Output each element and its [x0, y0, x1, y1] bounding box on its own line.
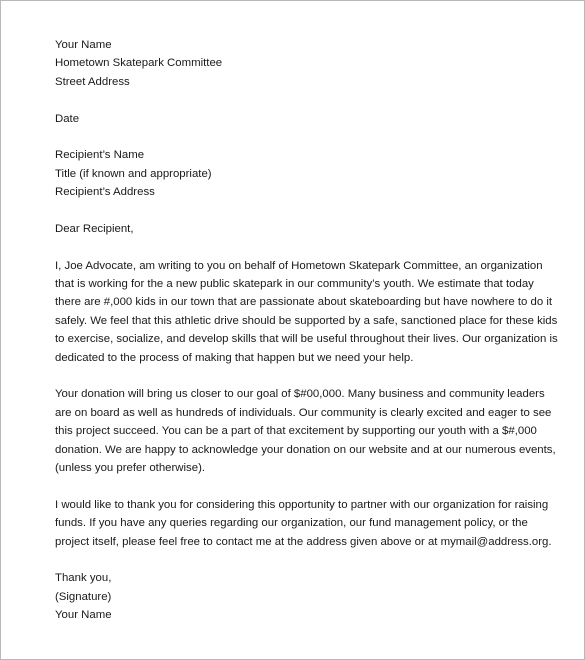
paragraph-line: there are #,000 kids in our town that are passionate about skateboarding but have nowhere to do it — [55, 296, 553, 309]
letter-date: Date — [55, 112, 80, 125]
paragraph-thanks — [55, 496, 552, 551]
spacer — [55, 551, 529, 569]
paragraph-line: this project succeed. You can be a part of that excitement by supporting our youth with a $#,000 — [55, 425, 537, 438]
paragraph-line: are on board as well as hundreds of individuals. Our community is clearly excited and eager to see — [55, 406, 552, 419]
sender-block — [55, 36, 529, 91]
paragraph-line: I would like to thank you for considering this opportunity to partner with our organization for raising — [55, 498, 549, 511]
spacer — [55, 477, 529, 495]
paragraph-line: that is working for the a new public skatepark in our community’s youth. We estimate that today — [55, 278, 534, 291]
paragraph-line: dedicated to the process of making that happen but we need your help. — [55, 351, 414, 364]
paragraph-line: project itself, please feel free to contact me at the address given above or at mymail@address.org. — [55, 535, 552, 548]
paragraph-line: to exercise, socialize, and develop skills that will be useful throughout their lives. Our organization is — [55, 333, 558, 346]
valediction: Thank you, — [55, 572, 112, 585]
signature-placeholder: (Signature) — [55, 590, 112, 603]
spacer — [55, 128, 529, 146]
spacer — [55, 238, 529, 256]
salutation: Dear Recipient, — [55, 222, 134, 235]
spacer — [55, 367, 529, 385]
paragraph-intro — [55, 257, 558, 367]
recipient-block — [55, 146, 529, 201]
closing-name: Your Name — [55, 609, 112, 622]
recipient-name: Recipient’s Name — [55, 149, 145, 162]
paragraph-donation — [55, 385, 556, 477]
paragraph-line: (unless you prefer otherwise). — [55, 461, 206, 474]
paragraph-line: I, Joe Advocate, am writing to you on behalf of Hometown Skatepark Committee, an organization — [55, 259, 543, 272]
paragraph-line: funds. If you have any queries regarding our organization, our fund management policy, or the — [55, 517, 528, 530]
spacer — [55, 202, 529, 220]
paragraph-line: donation. We are happy to acknowledge your donation on our website and at our numerous events, — [55, 443, 556, 456]
recipient-title: Title (if known and appropriate) — [55, 167, 212, 180]
paragraph-line: Your donation will bring us closer to our goal of $#00,000. Many business and community leaders — [55, 388, 545, 401]
letter-body — [55, 36, 558, 625]
spacer — [55, 91, 529, 109]
sender-organization: Hometown Skatepark Committee — [55, 57, 223, 70]
closing-block — [55, 569, 529, 624]
paragraph-line: safely. We feel that this athletic drive should be supported by a safe, sanctioned place for these kids — [55, 314, 558, 327]
sender-address: Street Address — [55, 75, 130, 88]
recipient-address: Recipient’s Address — [55, 186, 155, 199]
sender-name: Your Name — [55, 39, 112, 51]
